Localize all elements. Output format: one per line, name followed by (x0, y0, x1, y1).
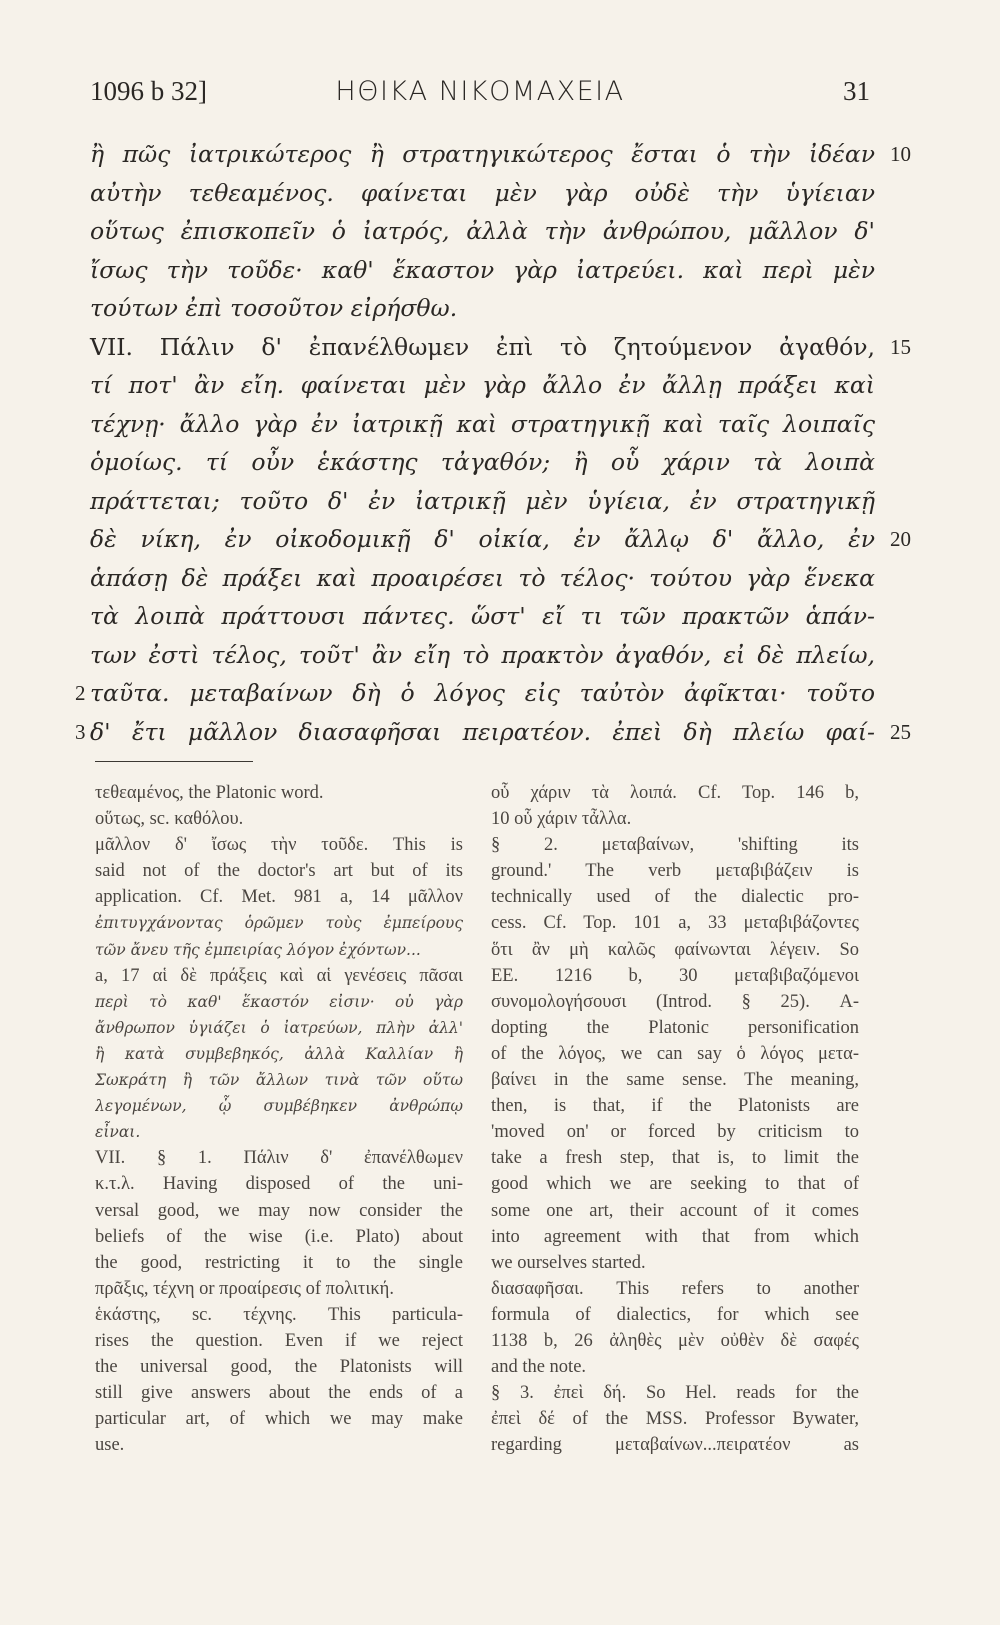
note-line-content: versal good, we may now consider the (95, 1200, 463, 1221)
note-line-content: 1138 b, 26 ἀληθὲς μὲν οὐθὲν δὲ σαφές (491, 1330, 859, 1351)
note-line-content: ἐπιτυγχάνοντας ὁρῶμεν τοὺς ἐμπείρους (95, 914, 463, 933)
line-number: 25 (890, 719, 911, 744)
note-line (491, 1145, 859, 1171)
line-number: 15 (890, 334, 911, 359)
text-line-content: ἢ πῶς ἰατρικώτερος ἢ στρατηγικώτερος ἔσται ὁ τὴν ἰδέαν (90, 140, 875, 168)
text-line-content: τέχνῃ· ἄλλο γὰρ ἐν ἰατρικῇ καὶ στρατηγικῇ καὶ ταῖς λοιπαῖς (90, 409, 875, 438)
note-line (491, 1406, 859, 1432)
note-line-content: ἐπεὶ δέ of the MSS. Professor Bywater, (491, 1409, 859, 1430)
note-line-content: ἑκάστης, sc. τέχνης. This particula- (95, 1304, 463, 1325)
note-line-content: beliefs of the wise (i.e. Plato) about (95, 1226, 463, 1247)
note-line-content: of the λόγος, we can say ὁ λόγος μετα- (491, 1043, 859, 1064)
note-line (491, 1015, 859, 1041)
note-line-content: ground.' The verb μεταβιβάζειν is (491, 861, 859, 882)
text-line (90, 289, 875, 328)
note-line (491, 1067, 859, 1093)
text-line-content: αὐτὴν τεθεαμένος. φαίνεται μὲν γὰρ οὐδὲ τὴν ὑγίειαν (90, 178, 875, 207)
text-line-content: τὰ λοιπὰ πράττουσι πάντες. ὥστ' εἴ τι τῶν πρακτῶν ἁπάν- (90, 602, 875, 630)
line-number: 10 (890, 142, 911, 166)
running-title: ΗΘΙΚΑ ΝΙΚΟΜΑΧΕΙΑ (335, 76, 625, 107)
text-line (90, 212, 875, 251)
note-line (95, 1119, 463, 1145)
note-line-content: the universal good, the Platonists will (95, 1357, 463, 1378)
text-line (75, 674, 875, 713)
note-line (95, 1380, 463, 1406)
bekker-reference: 1096 b 32] (90, 76, 207, 106)
note-line (95, 1093, 463, 1119)
note-line-content: πρᾶξις, τέχνη or προαίρεσις of πολιτική. (95, 1278, 394, 1299)
note-line-content: particular art, of which we may make (95, 1409, 463, 1430)
note-line-content: take a fresh step, that is, to limit the (491, 1148, 859, 1169)
note-line (95, 910, 463, 936)
note-line (95, 1302, 463, 1328)
running-header (90, 76, 870, 116)
note-line (95, 1406, 463, 1432)
note-line-content: a, 17 αἱ δὲ πράξεις καὶ αἱ γενέσεις πᾶσαι (95, 965, 463, 986)
note-line (95, 1250, 463, 1276)
note-line-content: τεθεαμένος, the Platonic word. (95, 783, 324, 803)
note-line-content: Σωκράτη ἢ τῶν ἄλλων τινὰ τῶν οὕτω (95, 1071, 463, 1090)
note-line-content: technically used of the dialectic pro- (491, 887, 859, 908)
note-line (491, 910, 859, 936)
note-line-content: into agreement with that from which (491, 1226, 859, 1247)
note-line (95, 884, 463, 910)
note-line (491, 832, 859, 858)
note-line (491, 1171, 859, 1197)
note-line (95, 989, 463, 1015)
note-line (95, 1171, 463, 1197)
text-line (90, 520, 911, 559)
note-line-content: § 3. ἐπεὶ δή. So Hel. reads for the (491, 1383, 859, 1404)
note-line (491, 806, 859, 832)
note-line-content: περὶ τὸ καθ' ἕκαστόν εἰσιν· οὐ γὰρ (95, 992, 463, 1011)
note-line (95, 1067, 463, 1093)
text-line-content: ἴσως τὴν τοῦδε· καθ' ἕκαστον γὰρ ἰατρεύει. καὶ περὶ μὲν (90, 255, 875, 284)
note-line (491, 963, 859, 989)
note-line-content: formula of dialectics, for which see (491, 1304, 859, 1325)
text-line (90, 174, 875, 213)
note-line-content: λεγομένων, ᾧ συμβέβηκεν ἀνθρώπῳ (95, 1097, 463, 1116)
note-line (95, 858, 463, 884)
note-line-content: βαίνει in the same sense. The meaning, (491, 1070, 859, 1091)
note-line (491, 884, 859, 910)
text-line (90, 366, 875, 405)
text-line (90, 636, 875, 675)
note-line-content: οὗ χάριν τὰ λοιπά. Cf. Top. 146 b, (491, 783, 859, 803)
note-line-content: ἄνθρωπον ὑγιάζει ὁ ἰατρεύων, πλὴν ἀλλ' (95, 1018, 463, 1037)
note-line-content: κ.τ.λ. Having disposed of the uni- (95, 1174, 463, 1195)
section-marker: 3 (75, 719, 86, 744)
text-line (90, 251, 875, 290)
note-line-content: VII. § 1. Πάλιν δ' ἐπανέλθωμεν (95, 1148, 463, 1169)
note-line-content: regarding μεταβαίνων...πειρατέον as (491, 1435, 859, 1456)
note-line (95, 1432, 463, 1458)
note-line (491, 780, 859, 806)
note-line (491, 989, 859, 1015)
note-line (95, 1354, 463, 1380)
page-number: 31 (843, 76, 870, 106)
note-line (95, 1328, 463, 1354)
text-line-content: ἁπάσῃ δὲ πράξει καὶ προαιρέσει τὸ τέλος· τούτου γὰρ ἕνεκα (90, 563, 875, 592)
section-marker: 2 (75, 681, 86, 705)
note-line (95, 937, 463, 963)
line-number: 20 (890, 527, 911, 551)
note-line-content: the good, restricting it to the single (95, 1252, 463, 1273)
text-line-content: οὕτως ἐπισκοπεῖν ὁ ἰατρός, ἀλλὰ τὴν ἀνθρώπου, μᾶλλον δ' (90, 217, 875, 245)
note-line-content: some one art, their account of it comes (491, 1200, 859, 1221)
note-line-content: εἶναι. (95, 1123, 141, 1142)
note-line (491, 1432, 859, 1458)
note-line-content: § 2. μεταβαίνων, 'shifting its (491, 835, 859, 856)
text-line (90, 559, 875, 598)
commentary-left-column (95, 780, 463, 1458)
note-line (491, 1328, 859, 1354)
main-greek-text (75, 135, 911, 751)
note-line (491, 1041, 859, 1067)
note-line (491, 1380, 859, 1406)
note-line (491, 1302, 859, 1328)
note-line-content: rises the question. Even if we reject (95, 1330, 463, 1351)
note-line-content: still give answers about the ends of a (95, 1383, 463, 1404)
note-line-content: cess. Cf. Top. 101 a, 33 μεταβιβάζοντες (491, 913, 859, 934)
note-line (491, 937, 859, 963)
text-line (90, 135, 911, 174)
note-line-content: and the note. (491, 1357, 587, 1378)
text-line-content: ὁμοίως. τί οὖν ἑκάστης τἀγαθόν; ἢ οὗ χάριν τὰ λοιπὰ (90, 448, 875, 476)
note-line (95, 806, 463, 832)
note-line-content: dopting the Platonic personification (491, 1017, 859, 1038)
note-line (95, 1041, 463, 1067)
text-line (75, 713, 911, 752)
note-line-content: application. Cf. Met. 981 a, 14 μᾶλλον (95, 887, 463, 908)
note-line (491, 1224, 859, 1250)
text-line (90, 482, 875, 521)
text-line-content: πράττεται; τοῦτο δ' ἐν ἰατρικῇ μὲν ὑγίεια, ἐν στρατηγικῇ (90, 486, 875, 515)
commentary-right-column (491, 780, 859, 1458)
text-line (90, 597, 875, 636)
text-line (90, 443, 875, 482)
note-line (491, 1198, 859, 1224)
note-line (491, 1119, 859, 1145)
note-line-content: then, is that, if the Platonists are (491, 1096, 859, 1117)
text-line-content: δ' ἔτι μᾶλλον διασαφῆσαι πειρατέον. ἐπεὶ δὴ πλείω φαί- (90, 717, 875, 746)
note-line (95, 832, 463, 858)
note-line-content: 'moved on' or forced by criticism to (491, 1122, 859, 1143)
text-line-content: τούτων ἐπὶ τοσοῦτον εἰρήσθω. (90, 294, 458, 322)
note-line (95, 1224, 463, 1250)
footnote-rule (95, 761, 253, 762)
text-line (90, 405, 875, 444)
note-line (491, 1250, 859, 1276)
note-line-content: μᾶλλον δ' ἴσως τὴν τοῦδε. This is (95, 835, 463, 856)
note-line (95, 1015, 463, 1041)
note-line-content: EE. 1216 b, 30 μεταβιβαζόμενοι (491, 965, 859, 986)
text-line-content: VII. Πάλιν δ' ἐπανέλθωμεν ἐπὶ τὸ ζητούμενον ἀγαθόν, (90, 332, 875, 361)
note-line-content: συνομολογήσουσι (Introd. § 25). A- (491, 991, 859, 1012)
note-line-content: οὕτως, sc. καθόλου. (95, 809, 244, 830)
note-line (95, 780, 463, 806)
note-line-content: good which we are seeking to that of (491, 1174, 859, 1195)
text-line-content: δὲ νίκη, ἐν οἰκοδομικῇ δ' οἰκία, ἐν ἄλλῳ δ' ἄλλο, ἐν (90, 525, 875, 553)
note-line (491, 858, 859, 884)
note-line-content: ὅτι ἂν μὴ καλῶς φαίνωνται λέγειν. So (491, 939, 859, 960)
text-line-content: των ἐστὶ τέλος, τοῦτ' ἂν εἴη τὸ πρακτὸν ἀγαθόν, εἰ δὲ πλείω, (90, 640, 875, 669)
text-line (90, 328, 911, 367)
note-line (95, 1198, 463, 1224)
note-line (491, 1276, 859, 1302)
note-line (95, 963, 463, 989)
note-line-content: διασαφῆσαι. This refers to another (491, 1278, 859, 1299)
note-line-content: τῶν ἄνευ τῆς ἐμπειρίας λόγον ἐχόντων... (95, 940, 421, 959)
note-line (95, 1276, 463, 1302)
note-line (491, 1354, 859, 1380)
note-line (491, 1093, 859, 1119)
note-line (95, 1145, 463, 1171)
text-line-content: ταῦτα. μεταβαίνων δὴ ὁ λόγος εἰς ταὐτὸν ἀφῖκται· τοῦτο (90, 679, 875, 707)
note-line-content: ἢ κατὰ συμβεβηκός, ἀλλὰ Καλλίαν ἢ (95, 1044, 463, 1063)
note-line-content: use. (95, 1435, 125, 1456)
note-line-content: we ourselves started. (491, 1252, 646, 1273)
note-line-content: 10 οὗ χάριν τἆλλα. (491, 809, 632, 830)
note-line-content: said not of the doctor's art but of its (95, 861, 463, 882)
text-line-content: τί ποτ' ἂν εἴη. φαίνεται μὲν γὰρ ἄλλο ἐν ἄλλῃ πράξει καὶ (90, 371, 875, 399)
